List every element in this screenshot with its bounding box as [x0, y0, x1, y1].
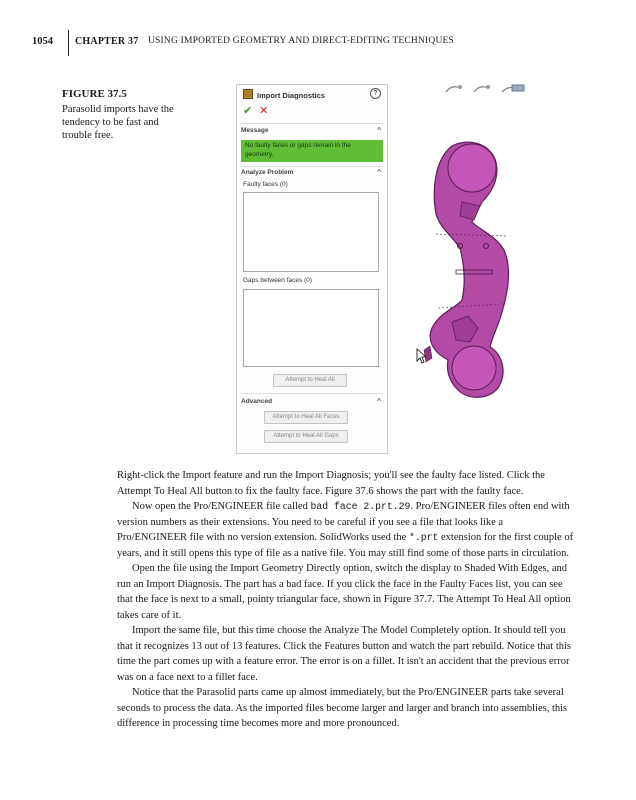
paragraph: [117, 499, 575, 561]
panel-title-text: Import Diagnostics: [257, 91, 325, 100]
gaps-list[interactable]: [243, 289, 379, 367]
message-section-header[interactable]: [241, 127, 383, 134]
chevron-up-icon[interactable]: ^: [377, 126, 381, 135]
advanced-section-header[interactable]: [241, 398, 383, 405]
rotate-view-icon[interactable]: [446, 85, 462, 92]
pan-view-icon[interactable]: [474, 85, 490, 92]
faulty-faces-list[interactable]: [243, 192, 379, 272]
paragraph: Import the same file, but this time choose the Analyze The Model Completely option. It should tell you that it recognizes 13 out of 13 features. Click the Features button and watch the part rebuild. Notice that this time the part comes up with a feature error. The error is on a fillet. It isn't an accident that the previous error was on a face next to a fillet face.: [117, 625, 571, 683]
ok-checkmark-icon[interactable]: ✔: [243, 105, 253, 117]
help-icon[interactable]: ?: [370, 88, 381, 99]
message-section-label: Message: [241, 127, 269, 134]
text-run: Now open the Pro/ENGINEER file called: [132, 501, 311, 512]
heal-all-button[interactable]: Attempt to Heal All: [273, 374, 347, 387]
import-diagnostics-panel: [236, 84, 388, 454]
mouse-cursor-icon: [416, 348, 426, 364]
paragraph: Right-click the Import feature and run the Import Diagnosis; you'll see the faulty face listed. Click the Attempt To Heal All button to fix the faulty face. Figure 37.6 shows the part with the faulty face.: [117, 470, 545, 497]
cancel-x-icon[interactable]: ✕: [259, 105, 269, 117]
paragraph: Open the file using the Import Geometry Directly option, switch the display to Shaded With Edges, and run an Import Diagnosis. The part has a bad face. If you click the face in the Faulty Faces list, you can see that the face is next to a small, pointy triangular face, shown in Figure 37.7. The Attempt To Heal All option takes care of it.: [117, 563, 571, 621]
divider: [241, 393, 383, 394]
text-run: extension for the first couple of years, and it still opens this type of file as a native file. You may still find some of those parts in circulation.: [117, 532, 574, 559]
chevron-up-icon[interactable]: ^: [377, 168, 381, 177]
panel-title: [243, 89, 325, 100]
filename: bad face 2.prt.29: [310, 501, 411, 512]
import-diagnostics-icon: [243, 89, 253, 99]
page-number: 1054: [32, 36, 53, 47]
status-message: No faulty faces or gaps remain in the geometry.: [241, 140, 383, 162]
chapter-label: CHAPTER 37: [75, 36, 139, 47]
figure-caption-text: Parasolid imports have the tendency to be fast and trouble free.: [62, 104, 174, 141]
chevron-up-icon[interactable]: ^: [377, 397, 381, 406]
divider: [241, 123, 383, 124]
imported-part-model[interactable]: [412, 132, 542, 402]
header-divider: [68, 30, 69, 56]
advanced-section-label: Advanced: [241, 398, 273, 405]
faulty-faces-label: Faulty faces (0): [243, 181, 288, 188]
running-header: [32, 34, 616, 52]
text-run: . Pro/ENGINEER files often end with version numbers as their extensions. You need to be careful if you see a file that looks like a Pro/ENGINEER file with no version extension. SolidWorks used the: [117, 501, 570, 543]
figure-caption: [62, 88, 177, 142]
divider: [241, 166, 383, 167]
file-extension: *.prt: [408, 532, 439, 543]
heal-all-faces-button[interactable]: Attempt to Heal All Faces: [264, 411, 348, 424]
paragraph: Notice that the Parasolid parts came up almost immediately, but the Pro/ENGINEER parts take several seconds to process the data. As the imported files become larger and larger and branch into assemblies, this difference in processing time becomes more and more pronounced.: [117, 687, 568, 729]
gaps-label: Gaps between faces (0): [243, 277, 313, 284]
chapter-title: USING IMPORTED GEOMETRY AND DIRECT-EDITING TECHNIQUES: [148, 36, 455, 46]
heal-all-gaps-button[interactable]: Attempt to Heal All Gaps: [264, 430, 348, 443]
analyze-section-label: Analyze Problem: [241, 169, 294, 176]
zoom-view-icon[interactable]: [502, 85, 524, 92]
analyze-section-header[interactable]: [241, 169, 383, 176]
view-toolbar: [444, 82, 528, 96]
figure-number: FIGURE 37.5: [62, 88, 127, 100]
body-text: [117, 468, 575, 732]
